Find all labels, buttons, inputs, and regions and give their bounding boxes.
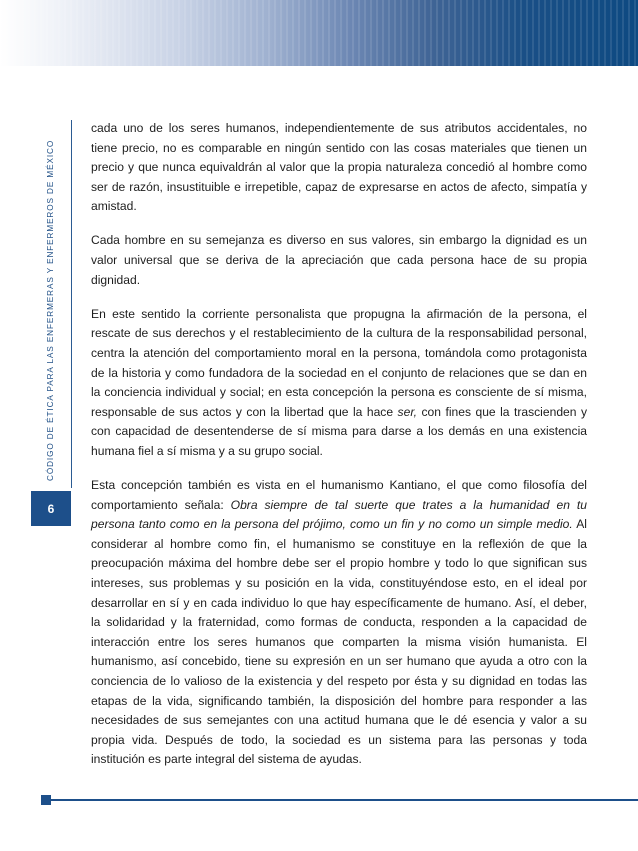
- running-title: CÓDIGO DE ÉTICA PARA LAS ENFERMERAS Y ENFERMEROS DE MÉXICO: [46, 139, 55, 481]
- paragraph-4-text-a: Esta concepción también es vista en el humanismo Kantiano, el que como filosofía del comportamiento señala:: [91, 478, 587, 512]
- paragraph-3: [91, 305, 587, 462]
- footer-square-marker: [41, 795, 51, 805]
- header-gradient-band: [0, 0, 638, 66]
- header-stripes: [0, 0, 638, 66]
- paragraph-3-text-b: con fines que la trascienden y con capacidad de desentenderse de sí misma para darse a los demás en una existencia humana fiel a sí misma y a su grupo social.: [91, 404, 587, 458]
- paragraph-3-emphasis: ser,: [397, 404, 418, 419]
- paragraph-4-text-b: Al considerar al hombre como fin, el humanismo se constituye en la reflexión de que la preocupación máxima del hombre debe ser el propio hombre y todo lo que significan sus intereses, sus problemas y su posición en la vida, constituyéndose esto, en el ideal por desarrollar en sí y en cada individuo lo que hay específicamente de humano. Así, el deber, la solidaridad y la fraternidad, como formas de conducta, responden a la capacidad de interacción entre los seres humanos que comparten la misma visión humanista. El humanismo, así concebido, tiene su expresión en un ser humano que ayuda a otro con la conciencia de lo valioso de la existencia y del respeto por ésta y su dignidad en todas las etapas de la vida, significando también, la disposición del hombre para responder a las necesidades de sus semejantes con una actitud humana que le dé esencia y valor a su propia vida. Después de todo, la sociedad es un sistema para las personas y toda institución es parte integral del sistema de ayudas.: [91, 517, 587, 767]
- paragraph-4: [91, 476, 587, 770]
- body-text: [91, 119, 587, 784]
- footer-rule: [51, 799, 638, 801]
- side-divider-line: [71, 120, 72, 488]
- paragraph-3-text-a: En este sentido la corriente personalista que propugna la afirmación de la persona, el rescate de sus derechos y el restablecimiento de la cultura de la responsabilidad personal, centra la atención del comportamiento moral en la persona, tomándola como protagonista de la historia y como fundadora de la sociedad en el conjunto de relaciones que se dan en la conciencia individual y social; en esta concepción la persona es consciente de sí misma, responsable de sus actos y con la libertad que la hace: [91, 306, 587, 419]
- page-number: 6: [47, 501, 55, 516]
- paragraph-1: cada uno de los seres humanos, independientemente de sus atributos accidentales, no tiene precio, no es comparable en ningún sentido con las cosas materiales que tienen un precio y que nunca equivaldrán al valor que la propia naturaleza concedió al hombre como ser de razón, insustituible e irrepetible, capaz de expresarse en actos de afecto, simpatía y amistad.: [91, 121, 587, 214]
- page-number-badge: [31, 491, 71, 526]
- paragraph-4-quote: Obra siempre de tal suerte que trates a la humanidad en tu persona tanto como en la persona del prójimo, como un fin y no como un simple medio.: [91, 497, 587, 532]
- paragraph-2: Cada hombre en su semejanza es diverso en sus valores, sin embargo la dignidad es un valor universal que se deriva de la apreciación que cada persona hace de su propia dignidad.: [91, 233, 587, 287]
